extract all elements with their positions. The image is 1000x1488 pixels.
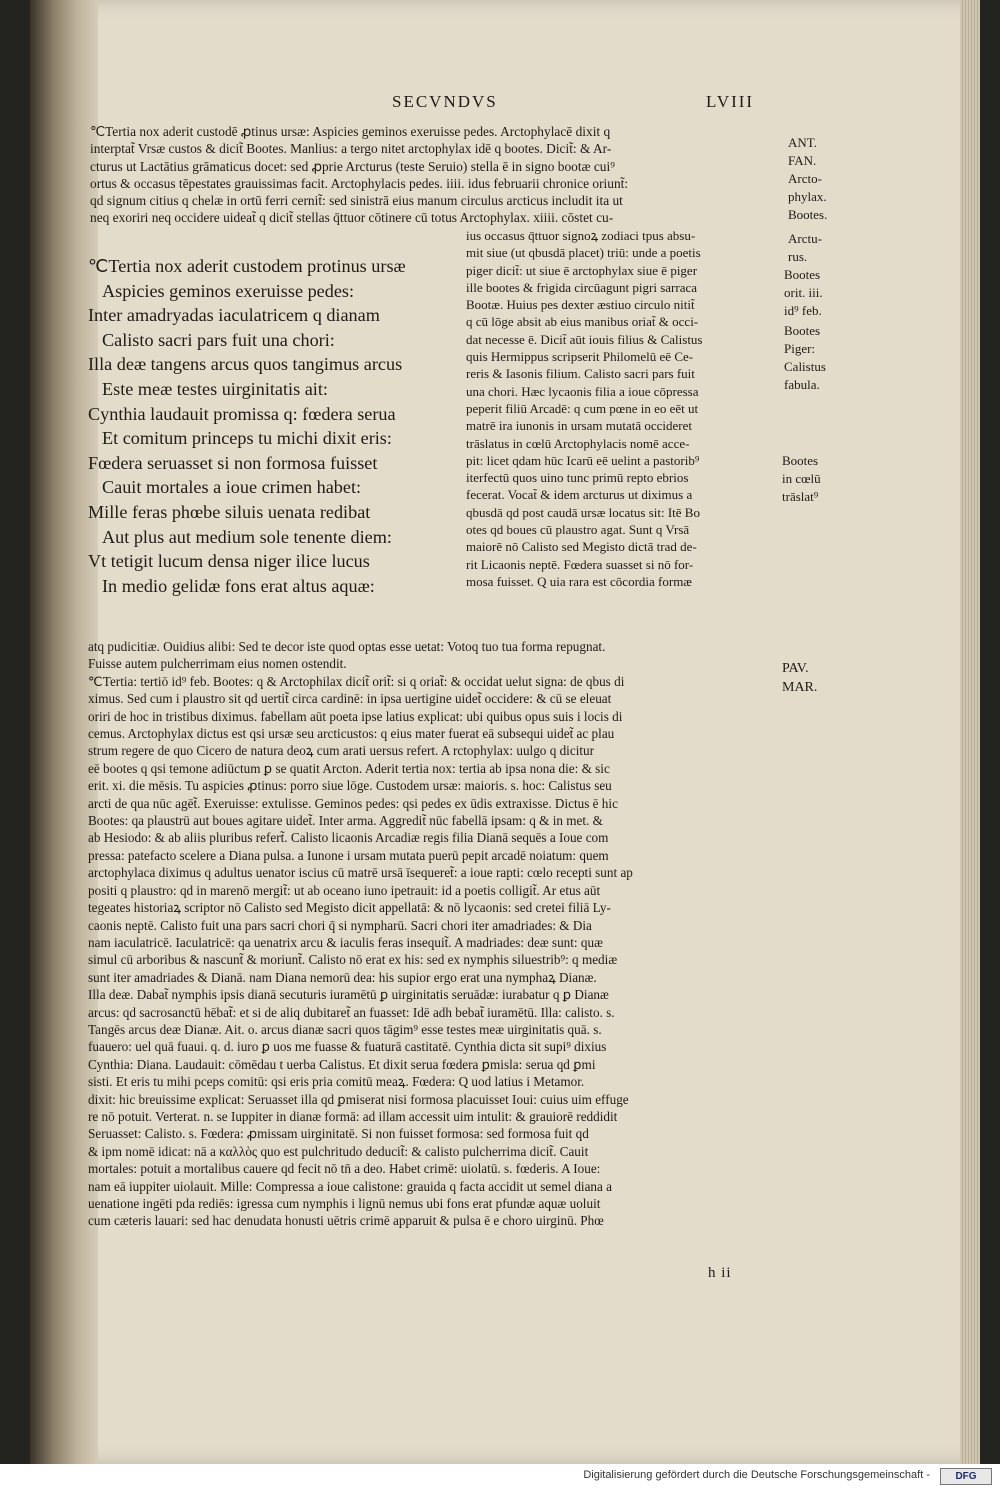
running-head bbox=[0, 92, 1000, 120]
commentary-line: positi q plaustro: qd in marenō mergit̃: ut ab oceano iuno ipetrauit: id a poetis colligit̃. Ar etus aūt bbox=[88, 882, 601, 898]
commentary-line: interptat̃ Vrsæ custos & dicit̃ Bootes. Manlius: a tergo nitet arctophylax idē q bootes. Dicit̃: & Ar- bbox=[90, 141, 612, 157]
verse-line: Cynthia laudauit promissa q: fœdera serua bbox=[88, 403, 396, 424]
commentary-line: mit siue (ut qbusdā placet) triū: unde a poetis bbox=[466, 245, 701, 261]
verse-line: Fœdera seruasset si non formosa fuisset bbox=[88, 452, 378, 473]
commentary-line: mosa fuisset. Q uia rara est cōcordia formæ bbox=[466, 573, 692, 589]
folio-number: LVIII bbox=[706, 92, 755, 111]
commentary-line: cum cæteris lauari: sed hac denudata honusti uētris crimē apparuit & pulsa ē e choro uirginū. Phœ bbox=[88, 1213, 604, 1229]
commentary-line: cturus ut Lactātius grāmaticus docet: sed ꝓprie Arcturus (teste Seruio) stella ē in signo bootæ cui⁹ bbox=[90, 158, 615, 174]
commentary-line: ortus & occasus tēpestates grauissimas facit. Arctophylacis pedes. iiii. idus februarii chronice oriunt̃: bbox=[90, 175, 629, 191]
footer-credit: Digitalisierung gefördert durch die Deutsche Forschungsgemeinschaft - bbox=[583, 1469, 930, 1481]
commentary-line: caonis neptē. Calisto fuit una pars sacri chori q̄ si nympharū. Sacri chori iter amadriades: & Dia bbox=[88, 917, 592, 933]
commentary-line: sunt iter amadriades & Dianā. nam Diana nemorū dea: his supior ergo erat una nymphaꝝ Dianæ. bbox=[88, 969, 597, 985]
commentary-line: atq pudicitiæ. Ouidius alibi: Sed te decor iste quod optas esse uetat: Votoq tuo tua forma repugnat. bbox=[88, 639, 606, 654]
margin-note: phylax. bbox=[788, 189, 827, 204]
commentary-line: Seruasset: Calisto. s. Fœdera: ꝓmissam uirginitatē. Si non fuisset formosa: sed formosa fuit qd bbox=[88, 1126, 589, 1142]
verse-line: ℃Tertia nox aderit custodem protinus ursæ bbox=[88, 256, 406, 276]
commentary-line: trāslatus in cœlū Arctophylacis nomē acce- bbox=[466, 435, 690, 451]
commentary-line: mortales: potuit a mortalibus cauere qd fecit nō tn̄ a deo. Habet crimē: uiolatū. s. fœderis. A Ioue: bbox=[88, 1161, 601, 1177]
margin-note: PAV. bbox=[782, 661, 809, 676]
margin-note: rus. bbox=[788, 249, 808, 264]
margin-note: orit. iii. bbox=[784, 285, 823, 300]
running-head-title: SECVNDVS bbox=[392, 92, 498, 111]
commentary-line: erit. xi. die mēsis. Tu aspicies ꝓtinus: porro siue lōge. Custodem ursæ: maioris. s. hoc: Calistus seu bbox=[88, 778, 612, 794]
commentary-line: Fuisse autem pulcherrimam eius nomen ostendit. bbox=[88, 656, 347, 672]
margin-note: Piger: bbox=[784, 341, 816, 356]
commentary-line: rit Licaonis neptē. Fœdera suasset si nō for- bbox=[466, 556, 694, 572]
margin-note: id⁹ feb. bbox=[784, 303, 822, 318]
margin-note: in cœlū bbox=[782, 471, 821, 486]
commentary-line: ℃Tertia nox aderit custodē ꝓtinus ursæ: Aspicies geminos exeruisse pedes. Arctophylacē dixit q bbox=[90, 124, 611, 139]
commentary-line: Bootæ. Huius pes dexter æstiuo circulo nitit̃ bbox=[466, 297, 695, 313]
commentary-line: iterfectū quos uino tunc primū repto ebrios bbox=[466, 470, 689, 486]
verse-line: Cauit mortales a ioue crimen habet: bbox=[102, 477, 362, 498]
commentary-line: dixit: hic breuissime explicat: Seruasset illa qd ꝑmiserat nisi formosa placuisset Ioui: cuius uim effuge bbox=[88, 1091, 629, 1107]
commentary-line: quis Hermippus scripserit Philomelū eē Ce- bbox=[466, 349, 694, 365]
margin-note: Arctu- bbox=[788, 231, 822, 246]
verse-line: Calisto sacri pars fuit una chori: bbox=[102, 329, 335, 350]
commentary-line: dat necesse ē. Dicit̃ aūt iouis filius & Calistus bbox=[466, 331, 703, 347]
commentary-line: strum regere de quo Cicero de natura deoꝝ cum arati uersus refert. A rctophylax: uulgo q dicitur bbox=[88, 743, 595, 759]
commentary-bottom bbox=[88, 638, 780, 1230]
commentary-line: Tangēs arcus deæ Dianæ. Ait. o. arcus dianæ sacri quos tāgim⁹ esse testes meæ uirginitatis quā. s. bbox=[88, 1021, 602, 1037]
commentary-line: arcti de qua nūc agēt̃. Exeruisse: extulisse. Geminos pedes: qsi pedes ex ūdis extraxisse. Dictus ē hic bbox=[88, 795, 618, 811]
commentary-line: nam iaculatricē. Iaculatricē: qa uenatrix arcu & iaculis feras insequit̃. A madriades: deæ sunt: quæ bbox=[88, 934, 603, 950]
signature-mark: h ii bbox=[708, 1265, 732, 1281]
commentary-line: arcus: qd sacrosanctū hēbat̃: et si de aliq dubitaret̃ an fuasset: Idē adh bebat̃ iuramētū. Illa: calisto. s. bbox=[88, 1004, 615, 1020]
commentary-right-column bbox=[466, 227, 784, 590]
commentary-line: ab Hesiodo: & ab aliis pluribus refert̃. Calisto licaonis Arcadiæ regis filia Dianā sequēs a Ioue com bbox=[88, 830, 609, 846]
digitization-footer bbox=[0, 1464, 1000, 1488]
margin-note: Calistus bbox=[784, 359, 826, 374]
verse-line: In medio gelidæ fons erat altus aquæ: bbox=[102, 575, 375, 596]
commentary-line: fecerat. Vocat̃ & idem arcturus ut diximus a bbox=[466, 487, 693, 503]
commentary-line: qbusdā qd post caudā ursæ locatus sit: Itē Bo bbox=[466, 504, 700, 520]
margin-note: Bootes bbox=[784, 267, 821, 282]
commentary-line: re nō potuit. Verterat. n. se Iuppiter in dianæ formā: ad illam accessit uim intulit: & grauiorē reddidit bbox=[88, 1108, 618, 1124]
margin-note: Bootes. bbox=[788, 207, 828, 222]
commentary-line: & ipm nomē idicat: nā a καλλὸς quo est pulchritudo deducit̃: & calisto pulcherrima dicit̃. Cauit bbox=[88, 1143, 589, 1159]
margin-note: fabula. bbox=[784, 377, 820, 392]
verse-line: Aspicies geminos exeruisse pedes: bbox=[102, 280, 355, 301]
commentary-line: tegeates historiaꝝ scriptor nō Calisto sed Megisto dicit appellatā: & nō lycaonis: sed cretei filiā Ly- bbox=[88, 900, 611, 916]
commentary-line: uenatione ingēti pda rediēs: igressa cum nymphis i lignū nemus ubi fons erat pfundæ aquæ uoluit bbox=[88, 1196, 601, 1211]
margin-note: ANT. bbox=[788, 135, 818, 150]
commentary-line: nam eā iuppiter uiolauit. Mille: Compressa a ioue calistone: grauida q facta accidit ut semel diana a bbox=[88, 1178, 613, 1194]
verse-line: Vt tetigit lucum densa niger ilice lucus bbox=[88, 551, 370, 572]
commentary-line: maiorē nō Calisto sed Megisto dictā trad de- bbox=[466, 539, 697, 555]
commentary-line: otes qd boues cū plaustro agat. Sunt q Vrsā bbox=[466, 522, 690, 538]
margin-note: Bootes bbox=[782, 453, 819, 468]
verse-block bbox=[88, 254, 458, 598]
commentary-line: q cū lōge absit ab eius manibus oriat̃ & occi- bbox=[466, 314, 699, 330]
margin-note: trāslat⁹ bbox=[782, 489, 819, 504]
commentary-line: peperit filiū Arcadē: q cum pœne in eo eēt ut bbox=[466, 400, 699, 416]
commentary-top bbox=[90, 123, 780, 227]
dfg-logo: DFG bbox=[940, 1468, 992, 1485]
commentary-line: qd signum citius q chelæ in ortū ferri cernit̃: sed sinistrā eius manum circulus arcticus includit ita ut bbox=[90, 193, 623, 209]
verse-line: Este meæ testes uirginitatis ait: bbox=[102, 378, 328, 399]
commentary-line: arctophylaca diximus q adultus uenator iscius cū matrē ursā īsequeret̃: a ioue rapti: cœlo recepti sunt ap bbox=[88, 865, 633, 881]
commentary-line: cemus. Arctophylax dictus est qsi ursæ seu arcticustos: q eius mater fuerat eā subsequi uidet̃ ac plau bbox=[88, 726, 615, 742]
commentary-line: piger dicit̃: ut siue ē arctophylax siue ē piger bbox=[466, 262, 698, 278]
commentary-line: Cynthia: Diana. Laudauit: cōmēdau t uerba Calistus. Et dixit serua fœdera ꝑmisla: serua qd ꝑmi bbox=[88, 1056, 596, 1072]
commentary-line: reris & Iasonis filium. Calisto sacri pars fuit bbox=[466, 366, 695, 382]
page-fore-edge bbox=[960, 0, 980, 1464]
commentary-line: matrē ira iunonis in ursam mutatā occideret bbox=[466, 418, 692, 434]
margin-note: MAR. bbox=[782, 680, 818, 695]
commentary-line: simul cū arboribus & nascunt̃ & moriunt̃. Calisto nō erat ex his: sed ex nymphis siluestrib⁹: q mediæ bbox=[88, 952, 618, 968]
commentary-line: oriri de hoc in tristibus diximus. fabellam aūt poeta ipse latius explicat: ubi quibus opus suis i locis di bbox=[88, 708, 623, 724]
verse-line: Inter amadryadas iaculatricem q dianam bbox=[88, 305, 380, 326]
commentary-line: neq exoriri neq occidere uideat̃ q dicit̃ stellas q̄ttuor cōtinere cū totus Arctophylax. xiiii. cōstet cu- bbox=[90, 210, 614, 226]
commentary-line: ille bootes & frigida circūagunt pigri sarraca bbox=[466, 279, 698, 295]
verse-line: Mille feras phœbe siluis uenata redibat bbox=[88, 501, 371, 522]
commentary-line: pit: licet qdam hūc Icarū eē uelint a pastorib⁹ bbox=[466, 452, 700, 468]
commentary-line: eē bootes q qsi temone adiūctum ꝑ se quatit Arcton. Aderit tertia nox: tertia ab ipsa nona die: & sic bbox=[88, 760, 610, 776]
margin-note: Bootes bbox=[784, 323, 821, 338]
margin-note: FAN. bbox=[788, 153, 817, 168]
commentary-line: fuauero: uel quā fuaui. q. d. iuro ꝑ uos me fuasse & fuaturā castitatē. Cynthia dicta sit supi⁹ dixius bbox=[88, 1039, 607, 1055]
verse-line: Aut plus aut medium sole tenente diem: bbox=[102, 526, 392, 547]
verse-line: Illa deæ tangens arcus quos tangimus arcus bbox=[88, 354, 403, 375]
commentary-line: una chori. Hæc lycaonis filia a ioue cōpressa bbox=[466, 383, 699, 399]
commentary-line: ℃Tertia: tertiō id⁹ feb. Bootes: q & Arctophilax dicit̃ orit̃: si q oriat̃: & occidat uelut signa: de qbus di bbox=[88, 673, 625, 689]
commentary-line: Illa deæ. Dabat̃ nymphis ipsis dianā secuturis iuramētū ꝑ uirginitatis seruādæ: iurabatur q ꝑ Dianæ bbox=[88, 987, 609, 1003]
commentary-line: Bootes: qa plaustrū aut boues agitare uidet̃. Inter arma. Aggredit̃ nūc fabellā ipsam: q & in met. & bbox=[88, 813, 603, 829]
commentary-line: ius occasus q̄ttuor signoꝝ zodiaci tpus absu- bbox=[466, 228, 696, 243]
commentary-line: sisti. Et eris tu mihi pceps comitū: qsi eris pria comitū meaꝝ. Fœdera: Q uod latius i Metamor. bbox=[88, 1074, 585, 1090]
margin-note: Arcto- bbox=[788, 171, 822, 186]
commentary-line: ximus. Sed cum i plaustro sit qd uertit̃ circa cardinē: in ipsa uertigine uidet̃ occidere: & cū se eleuat bbox=[88, 691, 612, 707]
verse-line: Et comitum princeps tu michi dixit eris: bbox=[102, 428, 392, 449]
commentary-line: pressa: patefacto scelere a Diana pulsa. a Iunone i ursam mutata puerū pepit arcadē noiatum: quem bbox=[88, 847, 609, 863]
